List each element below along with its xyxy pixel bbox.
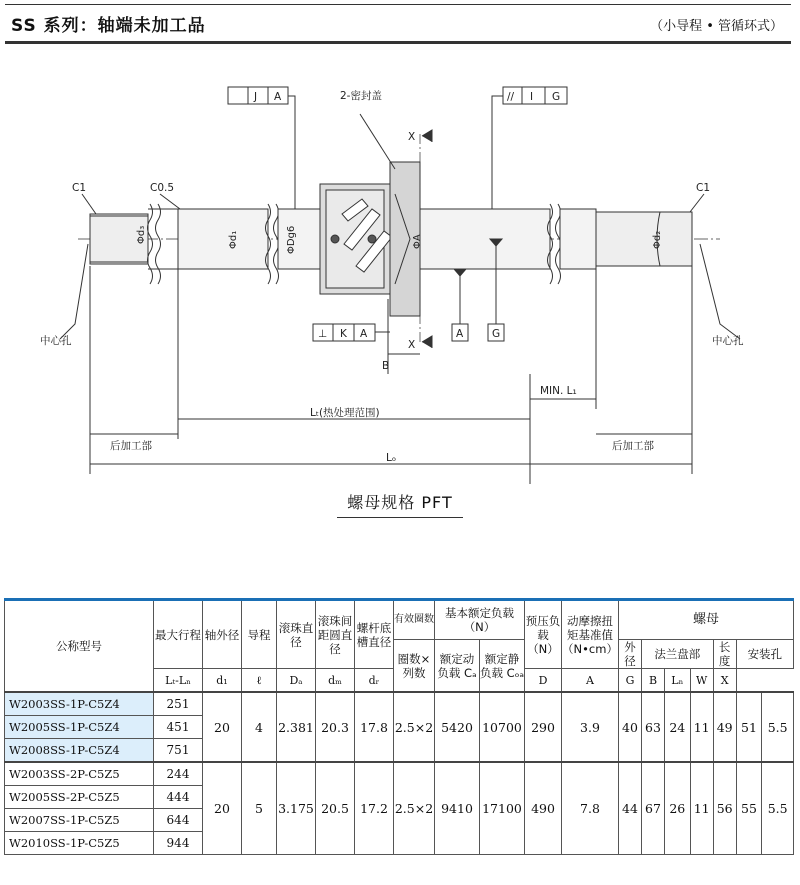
header-turns: 圈数×列数 — [394, 640, 435, 693]
header-flange: 法兰盘部 — [642, 640, 714, 669]
header-dyn: 额定动负载 Cₐ — [435, 640, 480, 693]
header-root: 螺杆底槽直径 — [355, 600, 394, 669]
chamfer-c05: C0.5 — [150, 182, 175, 194]
dim-b: B — [382, 360, 390, 372]
frame-left-cell-2: J — [254, 91, 258, 103]
header-nut-od: 外径 — [619, 640, 642, 669]
flange-g-cell: 24 — [665, 692, 691, 762]
torque-cell: 3.9 — [562, 692, 619, 762]
stroke-cell: 451 — [154, 716, 203, 739]
model-cell: W2003SS-1P-C5Z4 — [5, 692, 154, 716]
mount-x-cell: 5.5 — [762, 762, 794, 855]
dim-lo: Lₒ — [386, 452, 397, 464]
dim-d3: Φd₃ — [136, 225, 147, 244]
header-col-x: X — [713, 669, 736, 693]
frame-right-cell-3: G — [552, 91, 561, 103]
seal-label: 2-密封盖 — [340, 90, 382, 102]
frame-right-cell-2: I — [530, 91, 534, 103]
header-col-b: B — [642, 669, 665, 693]
model-cell: W2003SS-2P-C5Z5 — [5, 762, 154, 786]
mount-w-cell: 55 — [736, 762, 762, 855]
length-ln-cell: 56 — [713, 762, 736, 855]
preload-cell: 490 — [525, 762, 562, 855]
datum-g-label: G — [492, 328, 501, 340]
ball-dia-cell: 3.175 — [277, 762, 316, 855]
dim-d1: Φd₁ — [228, 230, 239, 249]
header-ball-sym: Dₐ — [277, 669, 316, 693]
header-ball-dia: 滚珠直径 — [277, 600, 316, 669]
stroke-cell: 644 — [154, 809, 203, 832]
flange-a-cell: 63 — [642, 692, 665, 762]
header-pcd-sym: dₘ — [316, 669, 355, 693]
header-turns-top: 有效圈数 — [394, 600, 435, 640]
model-cell: W2008SS-1P-C5Z4 — [5, 739, 154, 763]
header-load: 基本额定负载（N） — [435, 600, 525, 640]
chamfer-c1-right: C1 — [696, 182, 711, 194]
lead-cell: 5 — [242, 762, 277, 855]
dim-d2: Φd₂ — [652, 230, 663, 249]
stroke-cell: 444 — [154, 786, 203, 809]
flange-b-cell: 11 — [690, 762, 713, 855]
root-cell: 17.2 — [355, 762, 394, 855]
header-stroke: 最大行程 — [154, 600, 203, 669]
flange-a-cell: 67 — [642, 762, 665, 855]
page-title: SS 系列：轴端未加工品 — [11, 16, 206, 36]
root-cell: 17.8 — [355, 692, 394, 762]
header-pcd: 滚珠间距圆直径 — [316, 600, 355, 669]
model-cell: W2005SS-2P-C5Z5 — [5, 786, 154, 809]
header-mount: 安装孔 — [736, 640, 793, 669]
model-cell: W2010SS-1P-C5Z5 — [5, 832, 154, 855]
header-col-w: W — [690, 669, 713, 693]
frame-left-cell-3: A — [274, 91, 282, 103]
header-model: 公称型号 — [5, 600, 154, 693]
header-col-g: G — [619, 669, 642, 693]
dim-a: ΦA — [412, 234, 423, 249]
model-cell: W2007SS-1P-C5Z5 — [5, 809, 154, 832]
post-process-left: 后加工部 — [110, 440, 152, 452]
spec-table — [4, 598, 794, 855]
header-shaft-sym: d₁ — [203, 669, 242, 693]
pcd-cell: 20.3 — [316, 692, 355, 762]
header-col-a: A — [562, 669, 619, 693]
page-header — [5, 4, 791, 44]
nut-spec-title-text: 螺母规格 PFT — [337, 490, 462, 518]
header-col-d: D — [525, 669, 562, 693]
nut-d-cell: 44 — [619, 762, 642, 855]
chamfer-c1-left: C1 — [72, 182, 87, 194]
mount-x-cell: 5.5 — [762, 692, 794, 762]
preload-cell: 290 — [525, 692, 562, 762]
ball-dia-cell: 2.381 — [277, 692, 316, 762]
static-load-cell: 10700 — [480, 692, 525, 762]
header-torque: 动摩擦扭矩基准值（N•cm） — [562, 600, 619, 669]
header-stroke-sym: Lₜ-Lₙ — [154, 669, 203, 693]
mount-w-cell: 51 — [736, 692, 762, 762]
table-row — [5, 692, 794, 716]
frame-bottom-cell-1: ⊥ — [318, 328, 328, 340]
header-shaft-od: 轴外径 — [203, 600, 242, 669]
section-x-bottom: X — [408, 339, 416, 351]
dim-lt: Lₜ(热处理范围) — [310, 407, 380, 419]
stroke-cell: 944 — [154, 832, 203, 855]
dyn-load-cell: 5420 — [435, 692, 480, 762]
center-hole-right: 中心孔 — [712, 335, 744, 347]
header-lead: 导程 — [242, 600, 277, 669]
header-preload: 预压负载（N） — [525, 600, 562, 669]
table-row — [5, 762, 794, 786]
header-stat: 额定静负载 Cₒₐ — [480, 640, 525, 693]
lead-cell: 4 — [242, 692, 277, 762]
turns-cell: 2.5×2 — [394, 692, 435, 762]
page-subtitle: （小导程 • 管循环式） — [650, 19, 783, 34]
datum-a-label: A — [456, 328, 464, 340]
model-cell: W2005SS-1P-C5Z4 — [5, 716, 154, 739]
dim-min-l1: MIN. L₁ — [540, 385, 577, 397]
header-lead-sym: ℓ — [242, 669, 277, 693]
frame-bottom-cell-2: K — [340, 328, 347, 340]
dim-dg6: ΦDg6 — [286, 225, 297, 254]
static-load-cell: 17100 — [480, 762, 525, 855]
pcd-cell: 20.5 — [316, 762, 355, 855]
header-nut: 螺母 — [619, 600, 794, 640]
header-length: 长度 — [713, 640, 736, 669]
ball-screw-drawing — [0, 44, 800, 484]
dyn-load-cell: 9410 — [435, 762, 480, 855]
section-x-top: X — [408, 131, 416, 143]
stroke-cell: 244 — [154, 762, 203, 786]
frame-bottom-cell-3: A — [360, 328, 368, 340]
frame-right-cell-1: // — [507, 91, 515, 103]
torque-cell: 7.8 — [562, 762, 619, 855]
nut-d-cell: 40 — [619, 692, 642, 762]
length-ln-cell: 49 — [713, 692, 736, 762]
stroke-cell: 751 — [154, 739, 203, 763]
header-root-sym: dᵣ — [355, 669, 394, 693]
d1-cell: 20 — [203, 692, 242, 762]
flange-b-cell: 11 — [690, 692, 713, 762]
stroke-cell: 251 — [154, 692, 203, 716]
d1-cell: 20 — [203, 762, 242, 855]
header-col-ln: Lₙ — [665, 669, 691, 693]
flange-g-cell: 26 — [665, 762, 691, 855]
nut-spec-title — [0, 490, 800, 518]
center-hole-left: 中心孔 — [40, 335, 72, 347]
post-process-right: 后加工部 — [612, 440, 654, 452]
turns-cell: 2.5×2 — [394, 762, 435, 855]
